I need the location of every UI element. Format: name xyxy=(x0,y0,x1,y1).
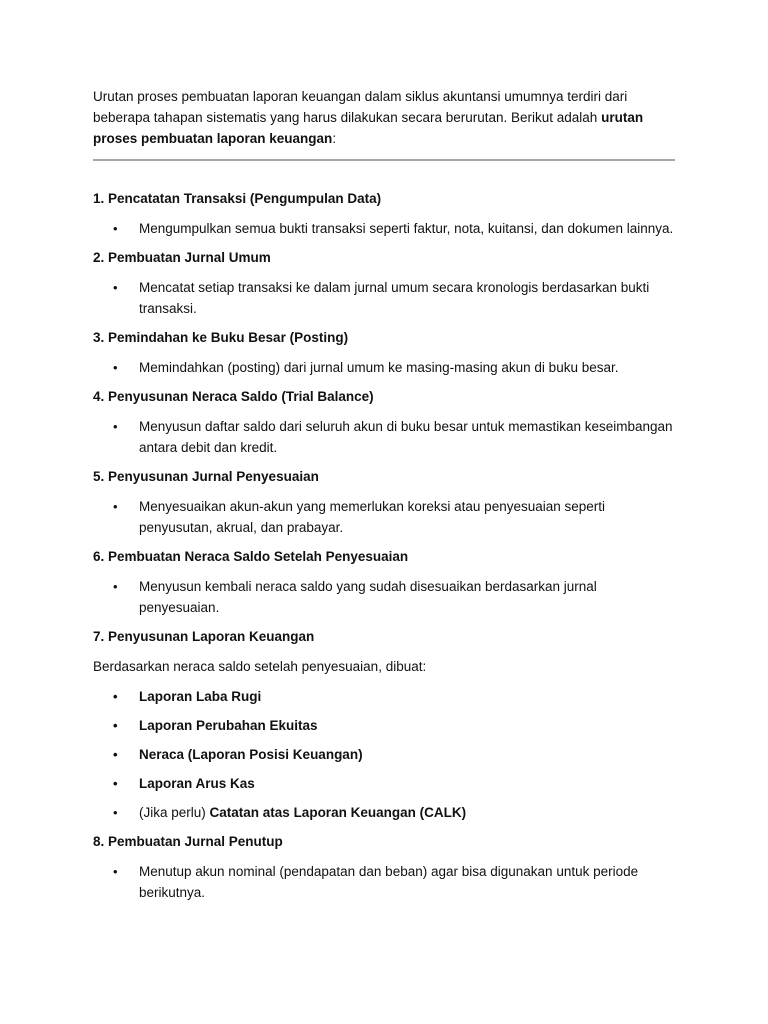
intro-bold: urutan proses pembuatan laporan keuangan xyxy=(93,110,644,146)
step-6-list xyxy=(93,576,675,618)
step-8-list xyxy=(93,861,675,903)
step-6-bullet: • Menyusun kembali neraca saldo yang sudah disesuaikan berdasarkan jurnal penyesuaian. xyxy=(93,576,675,618)
step-2-bullet: • Mencatat setiap transaksi ke dalam jurnal umum secara kronologis berdasarkan bukti transaksi. xyxy=(93,277,675,319)
step-4-list xyxy=(93,416,675,458)
step-7-intro: Berdasarkan neraca saldo setelah penyesuaian, dibuat: xyxy=(93,659,427,674)
step-3-bullet: • Memindahkan (posting) dari jurnal umum ke masing-masing akun di buku besar. xyxy=(93,357,675,378)
report-item: • Laporan Arus Kas xyxy=(93,773,675,794)
report-item-calk xyxy=(93,802,675,823)
step-5-title: 5. Penyusunan Jurnal Penyesuaian xyxy=(93,469,319,484)
step-8-title: 8. Pembuatan Jurnal Penutup xyxy=(93,834,283,849)
step-1-title: 1. Pencatatan Transaksi (Pengumpulan Data) xyxy=(93,191,382,206)
step-1-bullet: • Mengumpulkan semua bukti transaksi seperti faktur, nota, kuitansi, dan dokumen lainnya. xyxy=(93,218,675,239)
step-1-list xyxy=(93,218,675,239)
report-item: • Neraca (Laporan Posisi Keuangan) xyxy=(93,744,675,765)
step-4-bullet: • Menyusun daftar saldo dari seluruh akun di buku besar untuk memastikan keseimbangan antara debit dan kredit. xyxy=(93,416,675,458)
calk-label: Catatan atas Laporan Keuangan (CALK) xyxy=(209,805,467,820)
step-7-title: 7. Penyusunan Laporan Keuangan xyxy=(93,629,315,644)
calk-prefix: (Jika perlu) xyxy=(139,805,210,820)
report-item: • Laporan Laba Rugi xyxy=(93,686,675,707)
report-item: • Laporan Perubahan Ekuitas xyxy=(93,715,675,736)
step-3-title: 3. Pemindahan ke Buku Besar (Posting) xyxy=(93,330,349,345)
step-3-list xyxy=(93,357,675,378)
intro-paragraph xyxy=(93,86,675,149)
report-list xyxy=(93,686,675,823)
step-2-list xyxy=(93,277,675,319)
horizontal-rule xyxy=(93,159,675,161)
intro-text: Urutan proses pembuatan laporan keuangan dalam siklus akuntansi umumnya terdiri dari beberapa tahapan sistematis yang harus dilakukan secara berurutan. Berikut adalah xyxy=(93,89,628,125)
step-8-bullet: • Menutup akun nominal (pendapatan dan beban) agar bisa digunakan untuk periode berikutnya. xyxy=(93,861,675,903)
step-2-title: 2. Pembuatan Jurnal Umum xyxy=(93,250,271,265)
intro-end: : xyxy=(332,131,337,146)
step-5-list xyxy=(93,496,675,538)
document-content xyxy=(93,86,675,911)
step-5-bullet: • Menyesuaikan akun-akun yang memerlukan koreksi atau penyesuaian seperti penyusutan, akrual, dan prabayar. xyxy=(93,496,675,538)
step-6-title: 6. Pembuatan Neraca Saldo Setelah Penyesuaian xyxy=(93,549,409,564)
step-4-title: 4. Penyusunan Neraca Saldo (Trial Balance) xyxy=(93,389,374,404)
